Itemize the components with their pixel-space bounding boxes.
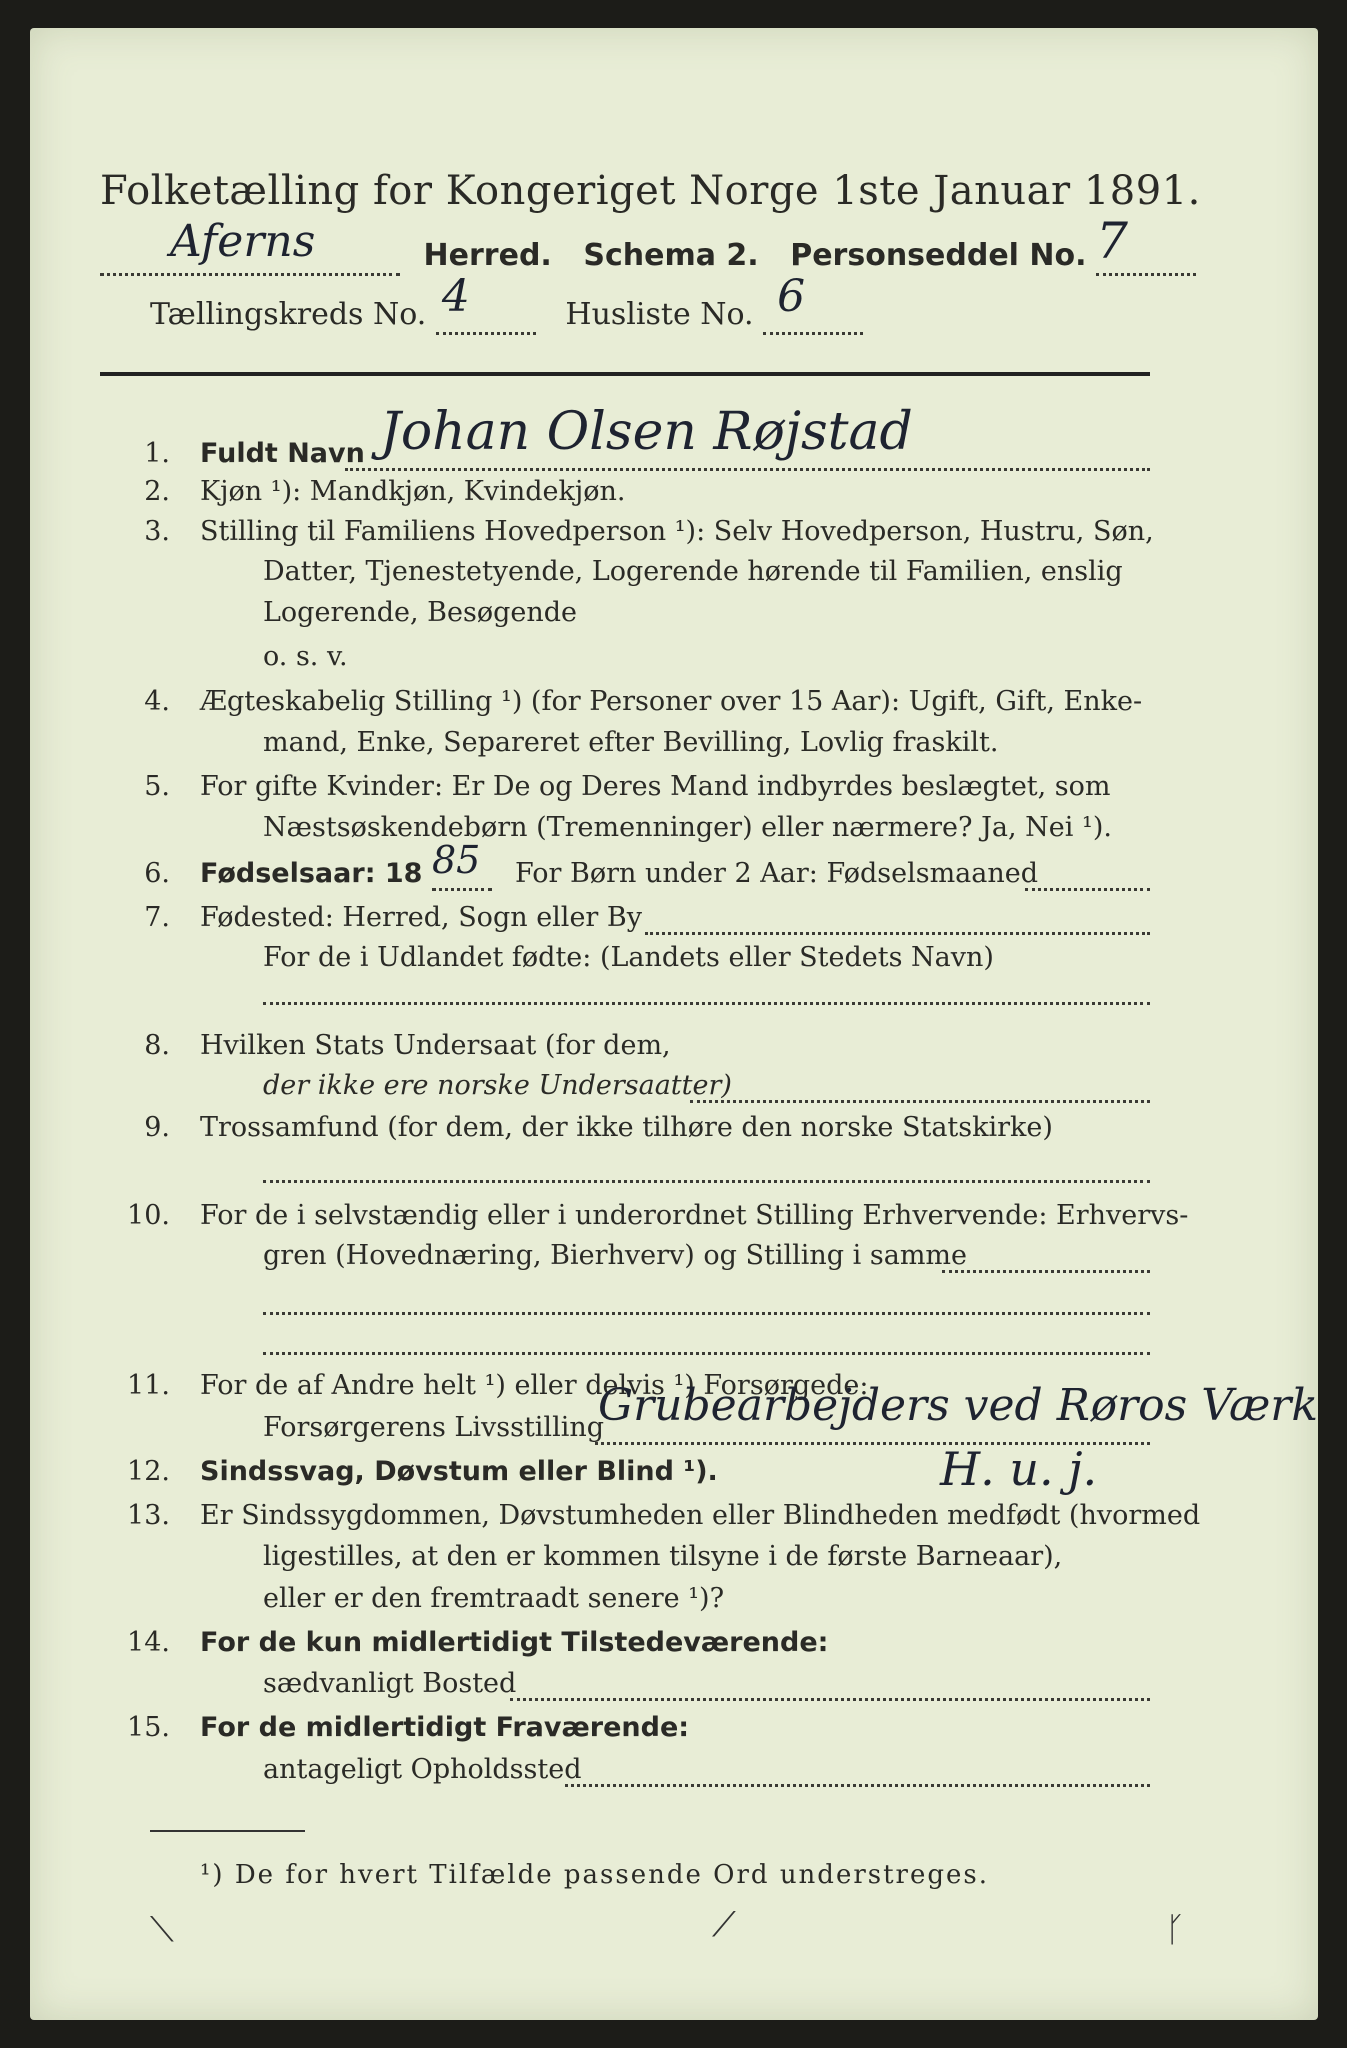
page-title: Folketælling for Kongeriget Norge 1ste Januar 1891. [100,168,1201,214]
herred-value: Aferns [170,216,316,267]
item-4-line2: mand, Enke, Separeret efter Bevilling, Lovlig fraskilt. [263,727,999,758]
item-number: 12. [127,1456,170,1487]
item-2-label: Kjøn ¹): Mandkjøn, Kvindekjøn. [200,476,626,507]
whereabouts-field [565,1784,1150,1787]
item-number: 4. [144,686,170,717]
occupation-field-2 [263,1312,1150,1315]
item-8-label: Hvilken Stats Undersaat (for dem, [200,1030,671,1061]
kreds-field [436,271,536,335]
religion-field [263,1180,1150,1183]
kreds-value: 4 [441,271,470,322]
birthyear-value: 85 [432,838,481,882]
item-number: 15. [127,1712,170,1743]
kreds-label: Tællingskreds No. [150,297,427,332]
item-3-line2: Datter, Tjenestetyende, Logerende hørende til Familien, enslig [263,556,1123,587]
name-field [345,468,1150,471]
item-7-line2: For de i Udlandet fødte: (Landets eller Stedets Navn) [263,942,994,973]
item-8-line2: der ikke ere norske Undersaatter) [263,1070,732,1101]
registration-mark-icon: ⟍ [150,1910,174,1950]
item-number: 3. [144,516,170,547]
item-number: 1. [144,438,170,469]
name-value: Johan Olsen Røjstad [380,402,913,462]
item-5-label: For gifte Kvinder: Er De og Deres Mand indbyrdes beslægtet, som [200,771,1111,802]
item-number: 7. [144,902,170,933]
item-7-label: Fødested: Herred, Sogn eller By [200,902,643,933]
item-number: 8. [144,1030,170,1061]
husliste-field [763,271,863,335]
item-14-line2: sædvanligt Bosted [263,1668,517,1699]
item-13-label: Er Sindssygdommen, Døvstumheden eller Blindheden medfødt (hvormed [200,1500,1201,1531]
citizenship-field [690,1100,1150,1103]
birthmonth-field [1025,888,1150,891]
item-6-rest: For Børn under 2 Aar: Fødselsmaaned [515,858,1039,889]
registration-mark-icon: ⟋ [712,1905,736,1945]
item-number: 6. [144,858,170,889]
herred-field [100,216,400,276]
herred-line [100,212,1196,276]
item-11-line2: Forsørgerens Livsstilling [263,1412,605,1443]
item-10-label: For de i selvstændig eller i underordnet Stilling Erhvervende: Erhvervs- [200,1200,1189,1231]
herred-label: Herred. [423,238,552,273]
item-1-label: Fuldt Navn [200,438,365,469]
birthyear-field [432,888,492,891]
personseddel-label: Personseddel No. [790,238,1087,273]
item-12-label: Sindssvag, Døvstum eller Blind ¹). [200,1456,718,1487]
item-15-label: For de midlertidigt Fraværende: [200,1712,690,1743]
registration-mark-icon: ᚴ [1165,1910,1186,1950]
item-10-line2: gren (Hovednæring, Bierhverv) og Stilling i samme [263,1240,968,1271]
item-number: 5. [144,771,170,802]
item-number: 11. [127,1370,170,1401]
item-number: 10. [127,1200,170,1231]
footnote-rule [150,1830,305,1832]
husliste-value: 6 [777,271,806,322]
item-13-line3: eller er den fremtraadt senere ¹)? [263,1583,725,1614]
schema-label: Schema 2. [583,238,759,273]
item-5-line2: Næstsøskendebørn (Tremenninger) eller nærmere? Ja, Nei ¹). [263,812,1112,843]
item-number: 9. [144,1112,170,1143]
personseddel-field [1096,212,1196,276]
foreign-birthplace-field [263,1002,1150,1005]
item-14-label: For de kun midlertidigt Tilstedeværende: [200,1627,829,1658]
disability-value: H. u. j. [940,1442,1098,1496]
item-number: 13. [127,1500,170,1531]
item-11-label: For de af Andre helt ¹) eller delvis ¹) Forsørgede: [200,1370,869,1401]
provider-value: Grubearbejders ved Røros Værk [598,1380,1319,1431]
item-15-line2: antageligt Opholdssted [263,1754,582,1785]
item-4-label: Ægteskabelig Stilling ¹) (for Personer over 15 Aar): Ugift, Gift, Enke- [200,686,1143,717]
item-3-line4: o. s. v. [263,641,348,672]
husliste-label: Husliste No. [565,297,754,332]
residence-field [510,1698,1150,1701]
item-9-label: Trossamfund (for dem, der ikke tilhøre den norske Statskirke) [200,1112,1053,1143]
item-number: 14. [127,1627,170,1658]
footnote: ¹) De for hvert Tilfælde passende Ord understreges. [200,1860,990,1890]
occupation-field [942,1270,1150,1273]
personseddel-value: 7 [1096,212,1128,270]
item-6-label: Fødselsaar: 18 [200,858,423,889]
item-3-line3: Logerende, Besøgende [263,597,577,628]
header-rule [100,372,1150,376]
kreds-line [150,271,863,335]
birthplace-field [645,932,1150,935]
item-13-line2: ligestilles, at den er kommen tilsyne i de første Barneaar), [263,1541,1063,1572]
occupation-field-3 [263,1352,1150,1355]
item-3-label: Stilling til Familiens Hovedperson ¹): Selv Hovedperson, Hustru, Søn, [200,516,1154,547]
item-number: 2. [144,476,170,507]
